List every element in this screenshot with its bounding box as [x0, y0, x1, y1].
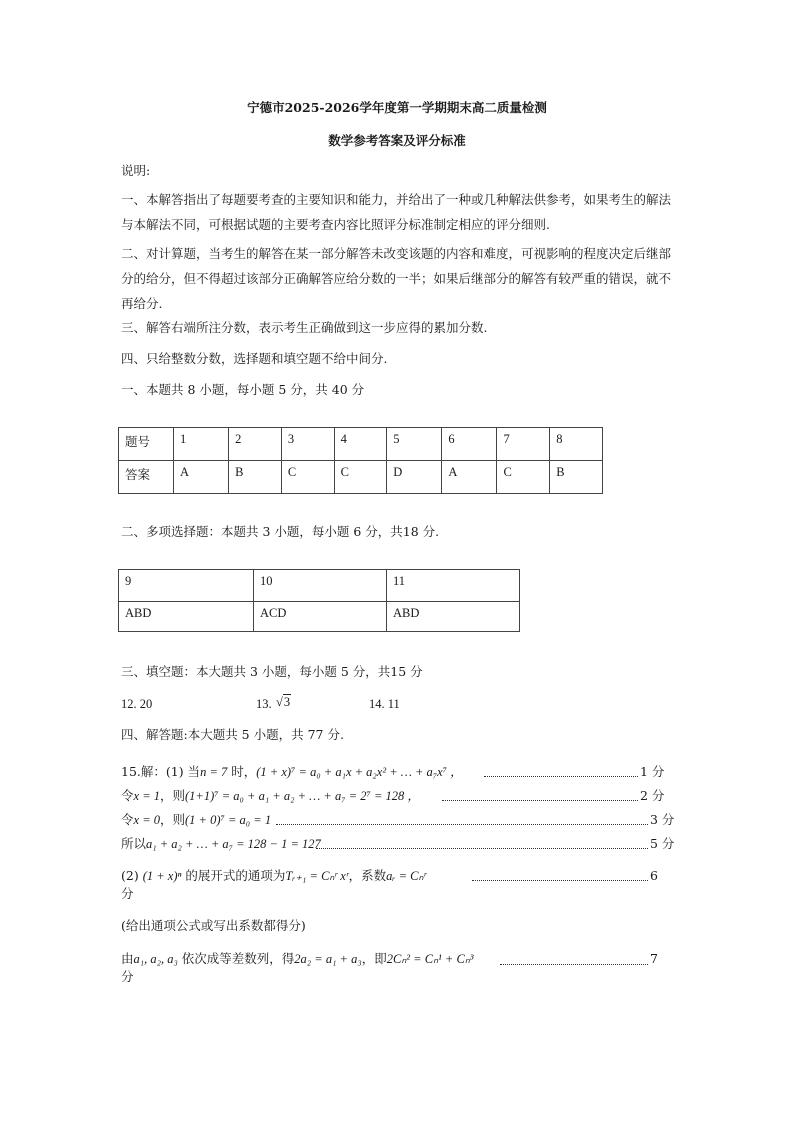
answer-cell: ACD: [254, 602, 387, 632]
document-title: 宁德市2025-2026学年度第一学期期末高二质量检测: [247, 100, 547, 115]
q15-line1-when: 时，: [227, 764, 257, 779]
radical-sign-icon: √: [276, 695, 283, 709]
q15-line1-expression: (1 + x)⁷ = a₀ + a₁x + a₂x² + … + a₇x⁷ ，: [256, 765, 463, 779]
question-cell: 5: [387, 428, 442, 461]
question-number-row: [119, 428, 603, 461]
section2-heading: 二、多项选择题：本题共 3 小题，每小题 6 分，共18 分.: [121, 524, 440, 539]
q15-score-5-unit: 分: [121, 886, 134, 901]
answer-cell: ABD: [119, 602, 254, 632]
note-4: 四、只给整数分数，选择题和填空题不给中间分.: [121, 351, 388, 366]
question-cell: 7: [497, 428, 550, 461]
q15-line1-prefix: 15.解：(1) 当: [121, 764, 201, 779]
answer-13-radicand: 3: [283, 695, 291, 709]
q15-line5-coefficient: aᵣ = Cₙʳ: [386, 869, 427, 883]
score-leader: [500, 964, 648, 965]
q15-line3-let: 令: [121, 812, 134, 827]
answer-13-sqrt: [276, 694, 291, 710]
q15-score-3: 3 分: [650, 812, 675, 827]
q15-line1-n: n = 7: [200, 765, 228, 779]
answer-14: 14. 11: [369, 697, 400, 711]
q15-score-4: 5 分: [650, 836, 675, 851]
answer-cell: C: [281, 461, 334, 494]
answer-cell: C: [497, 461, 550, 494]
question-cell: 2: [229, 428, 282, 461]
note-2: 二、对计算题，当考生的解答在某一部分解答未改变该题的内容和难度，可视影响的程度决定后继部分的给分，但不得超过该部分正确解答应给分数的一半；如果后继部分的解答有较严重的错误，就不再给分.: [121, 246, 672, 311]
answer-row: [119, 602, 520, 632]
q15-line6-relation: 2a₂ = a₁ + a₃: [294, 952, 362, 966]
q15-score-6-unit: 分: [121, 969, 134, 984]
section4-heading: 四、解答题:本大题共 5 小题，共 77 分.: [121, 727, 344, 742]
score-leader: [472, 880, 648, 881]
note-3: 三、解答右端所注分数，表示考生正确做到这一步应得的累加分数.: [121, 320, 488, 335]
q15-line2-then: ，则: [160, 788, 186, 803]
question-cell: 10: [254, 570, 387, 602]
question-cell: 11: [387, 570, 520, 602]
q15-line5-binomial: (1 + x)ⁿ: [142, 869, 182, 883]
single-choice-answer-table: [118, 427, 603, 494]
multi-choice-answer-table: [118, 569, 520, 632]
answer-12: 12. 20: [121, 697, 153, 711]
notes-label: 说明:: [121, 163, 151, 178]
score-leader: [442, 800, 638, 801]
q15-line6-text: 依次成等差数列，得: [177, 951, 295, 966]
question-cell: 6: [442, 428, 497, 461]
answer-cell: A: [442, 461, 497, 494]
answer-cell: A: [174, 461, 229, 494]
score-leader: [316, 848, 648, 849]
answer-cell: C: [334, 461, 387, 494]
q15-line2: [121, 788, 420, 804]
q15-line4-expression: a₁ + a₂ + … + a₇ = 128 − 1 = 127: [146, 837, 321, 851]
q15-line2-let: 令: [121, 788, 134, 803]
q15-line1: [121, 764, 463, 780]
q15-line5: [121, 868, 426, 884]
q15-line6: [121, 951, 474, 967]
document-subtitle: 数学参考答案及评分标准: [328, 133, 466, 148]
answer-cell: B: [229, 461, 282, 494]
note-1: 一、本解答指出了每题要考查的主要知识和能力，并给出了一种或几种解法供参考，如果考生的解法与本解法不同，可根据试题的主要考查内容比照评分标准制定相应的评分细则.: [121, 192, 672, 232]
question-cell: 3: [281, 428, 334, 461]
section1-heading: 一、本题共 8 小题，每小题 5 分，共 40 分: [121, 382, 365, 397]
question-cell: 1: [174, 428, 229, 461]
answer-row: [119, 461, 603, 494]
q15-line6-combination: 2Cₙ² = Cₙ¹ + Cₙ³: [386, 952, 474, 966]
score-leader: [276, 824, 648, 825]
question-cell: 8: [550, 428, 603, 461]
q15-line2-expression: (1+1)⁷ = a₀ + a₁ + a₂ + … + a₇ = 2⁷ = 128 ，: [185, 789, 420, 803]
q15-line4: [121, 836, 321, 852]
answer-cell: B: [550, 461, 603, 494]
q15-part2-label: (2): [121, 868, 143, 883]
q15-score-2: 2 分: [640, 788, 665, 803]
question-number-row: [119, 570, 520, 602]
q15-score-5: 6: [650, 868, 658, 883]
q15-line3-expression: (1 + 0)⁷ = a₀ = 1: [185, 813, 272, 827]
q15-line2-x: x = 1: [133, 789, 160, 803]
score-leader: [484, 776, 638, 777]
row-label-question: 题号: [119, 428, 174, 461]
q15-line6-terms: a₁, a₂, a₃: [133, 952, 178, 966]
q15-note: (给出通项公式或写出系数都得分): [121, 918, 306, 933]
q15-line3-then: ，则: [160, 812, 186, 827]
question-cell: 4: [334, 428, 387, 461]
answer-cell: D: [387, 461, 442, 494]
answer-13-label: 13.: [256, 697, 272, 711]
q15-line5-coef-label: ，系数: [348, 868, 387, 883]
answer-cell: ABD: [387, 602, 520, 632]
q15-score-6: 7: [650, 951, 658, 966]
row-label-answer: 答案: [119, 461, 174, 494]
q15-line3: [121, 812, 271, 828]
q15-line6-from: 由: [121, 951, 134, 966]
q15-score-1: 1 分: [640, 764, 665, 779]
q15-line5-general-term: Tᵣ₊₁ = Cₙʳ xʳ: [285, 869, 349, 883]
question-cell: 9: [119, 570, 254, 602]
section3-heading: 三、填空题：本大题共 3 小题，每小题 5 分，共15 分: [121, 664, 423, 679]
q15-line3-x: x = 0: [133, 813, 160, 827]
q15-line4-so: 所以: [121, 836, 147, 851]
q15-line5-text: 的展开式的通项为: [181, 868, 286, 883]
q15-line6-ie: ，即: [361, 951, 387, 966]
